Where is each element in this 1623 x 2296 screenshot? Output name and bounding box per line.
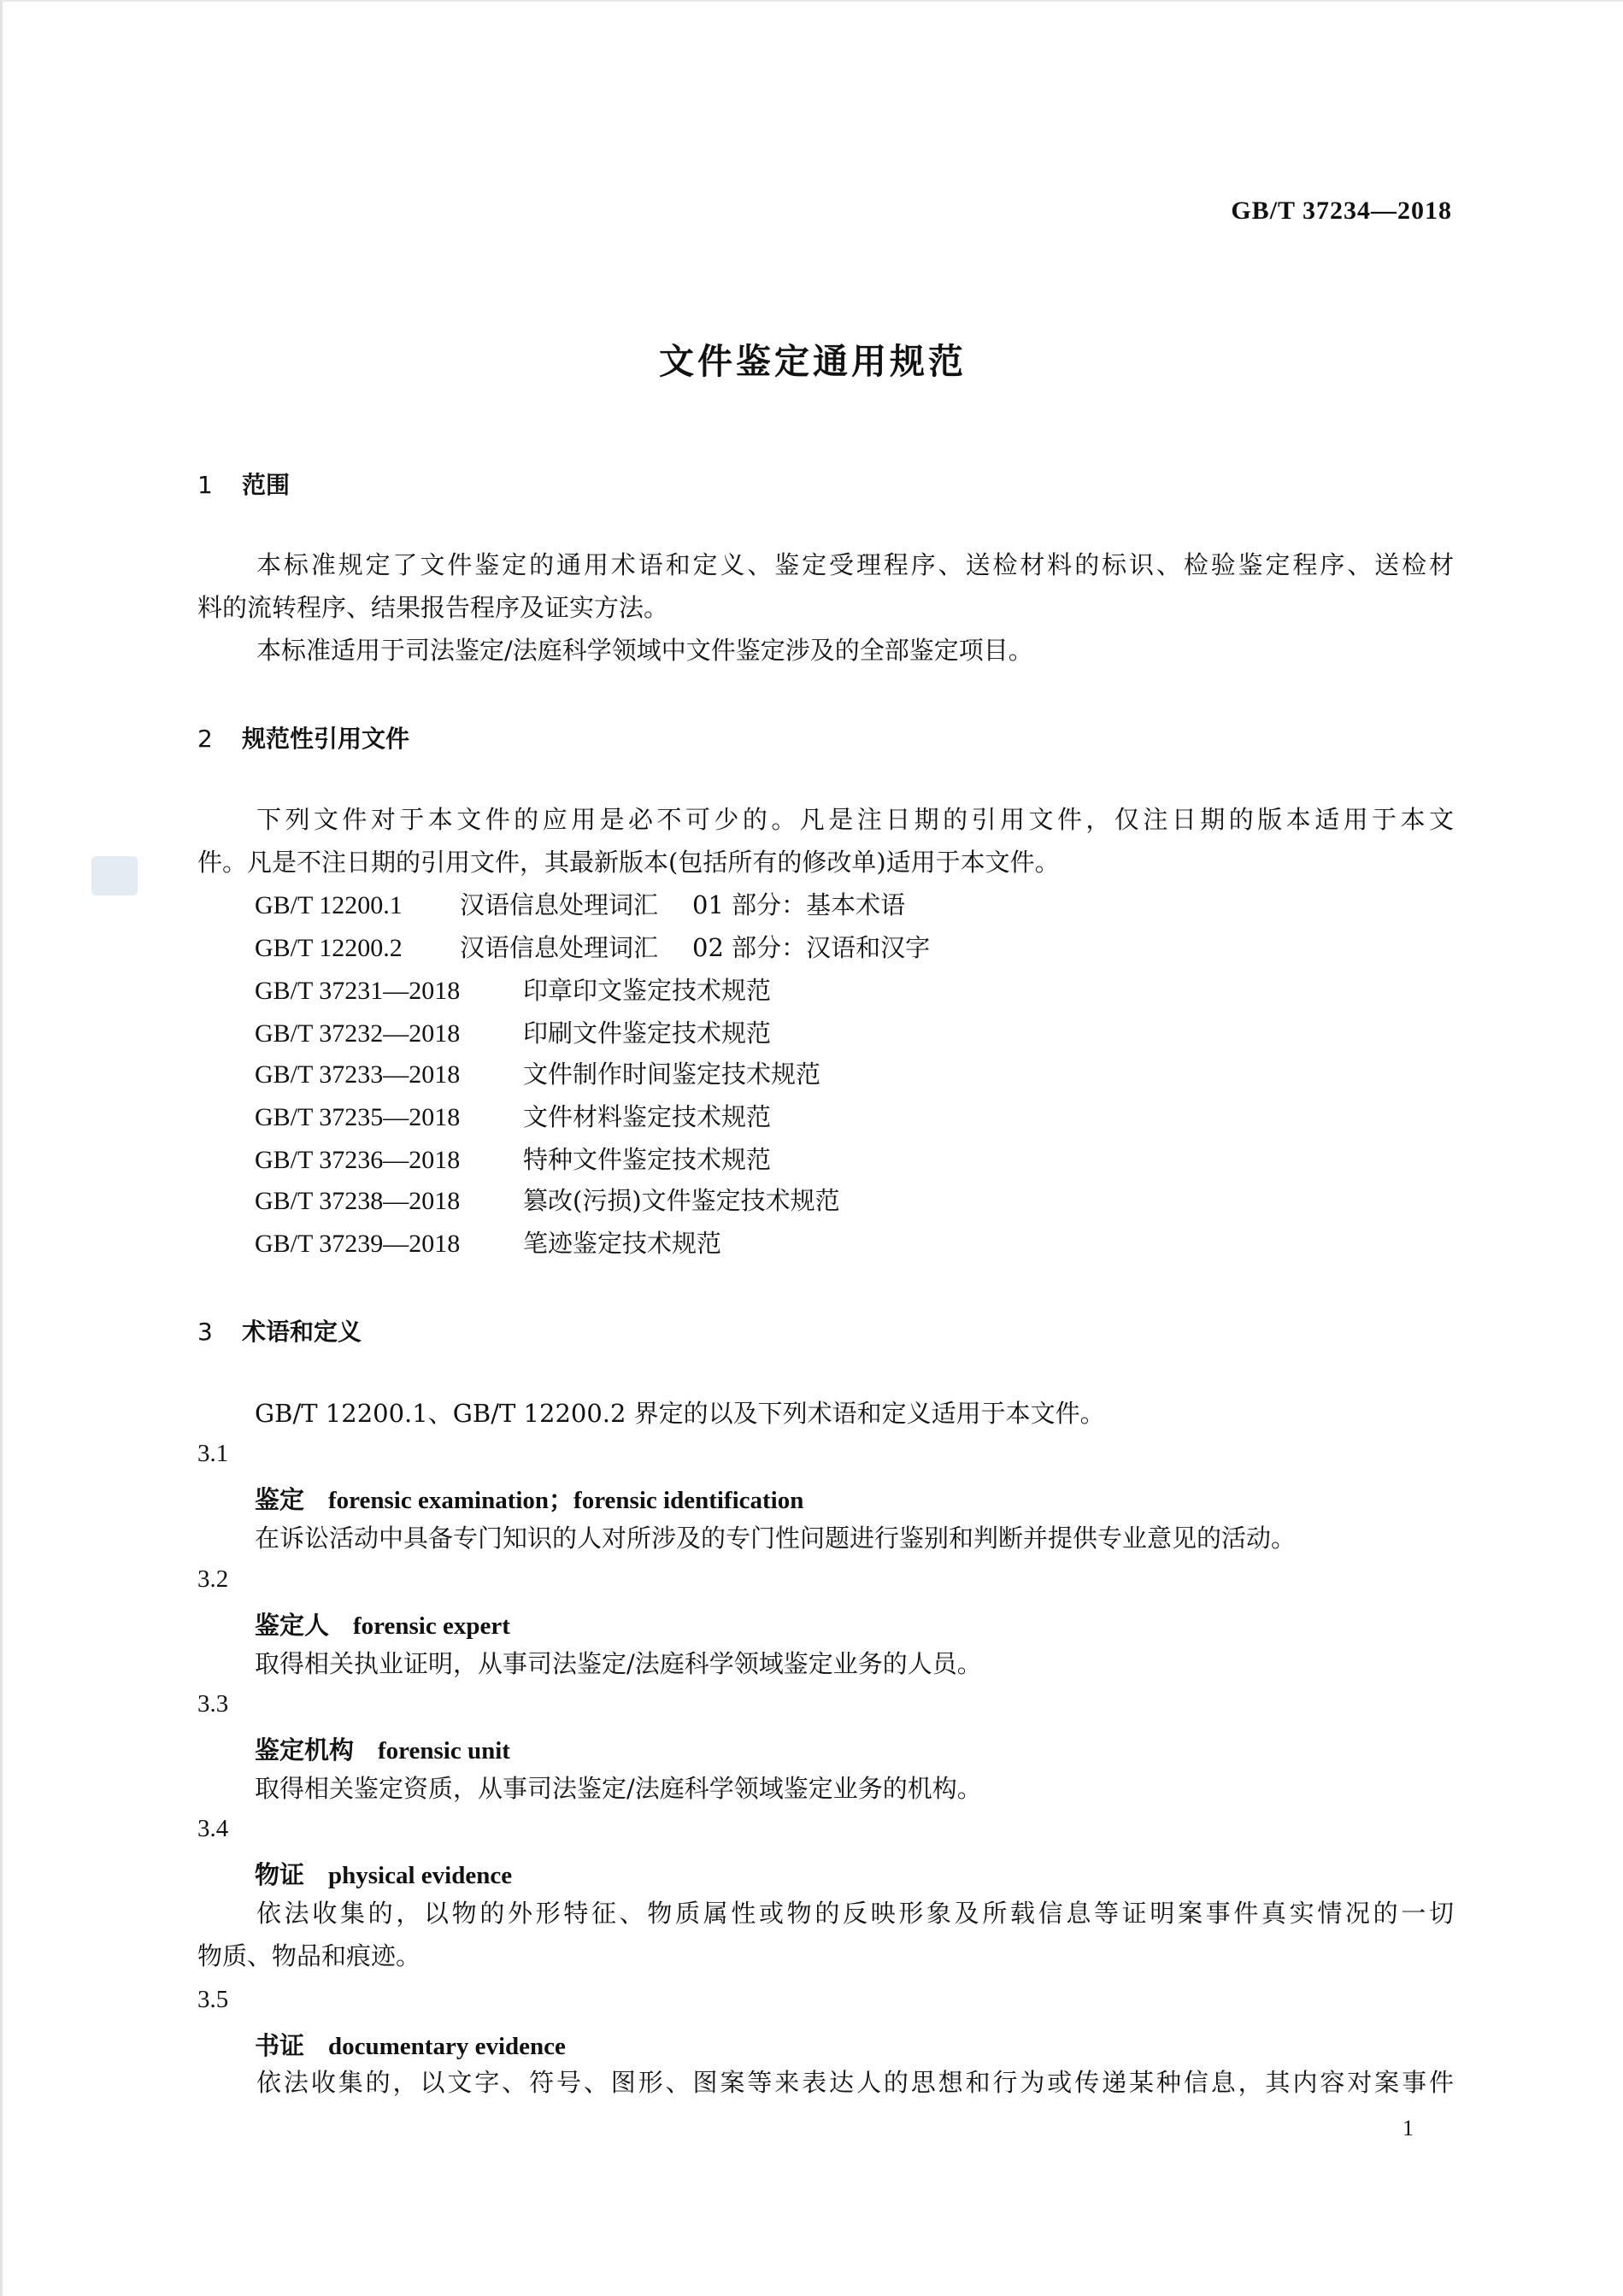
- section-heading-normative-references: [197, 720, 409, 755]
- reference-title: 文件制作时间鉴定技术规范: [523, 1060, 821, 1089]
- term-entry: [255, 1731, 510, 1766]
- normative-intro-line: 下列文件对于本文件的应用是必不可少的。凡是注日期的引用文件，仅注日期的版本适用于本文: [256, 805, 1454, 834]
- term-chinese: 鉴定人: [255, 1611, 330, 1640]
- reference-item: [255, 1012, 771, 1055]
- reference-title: 特种文件鉴定技术规范: [523, 1145, 772, 1174]
- reference-part: 02 部分：汉语和汉字: [692, 933, 931, 962]
- reference-code: GB/T 37232—2018: [255, 1019, 461, 1048]
- scope-paragraph-line: 料的流转程序、结果报告程序及证实方法。: [197, 593, 669, 622]
- section-number: 2: [197, 725, 213, 753]
- reference-code: GB/T 37231—2018: [255, 977, 461, 1005]
- reference-code: GB/T 37236—2018: [255, 1146, 461, 1174]
- reference-code: GB/T 37238—2018: [255, 1187, 461, 1215]
- page-number: 1: [1402, 2116, 1414, 2140]
- reference-title: 汉语信息处理词汇: [460, 890, 659, 919]
- term-chinese: 物证: [255, 1860, 305, 1889]
- reference-code: GB/T 37233—2018: [255, 1060, 461, 1089]
- term-definition: 取得相关鉴定资质，从事司法鉴定/法庭科学领域鉴定业务的机构。: [255, 1774, 982, 1803]
- term-number: 3.2: [197, 1565, 229, 1593]
- term-definition: 取得相关执业证明，从事司法鉴定/法庭科学领域鉴定业务的人员。: [255, 1649, 982, 1678]
- reference-title: 汉语信息处理词汇: [460, 933, 659, 962]
- term-english: documentary evidence: [328, 2033, 566, 2060]
- reference-item: [255, 1053, 820, 1096]
- reference-code: GB/T 12200.2: [255, 934, 403, 962]
- term-definition: 依法收集的，以文字、符号、图形、图案等来表达人的思想和行为或传递某种信息，其内容对案事件: [256, 2068, 1454, 2097]
- terms-intro: GB/T 12200.1、GB/T 12200.2 界定的以及下列术语和定义适用于本文件。: [255, 1399, 1105, 1428]
- reference-code: GB/T 12200.1: [255, 891, 403, 919]
- term-number: 3.4: [197, 1815, 229, 1842]
- reference-title: 印章印文鉴定技术规范: [523, 976, 772, 1005]
- reference-item: [255, 1138, 771, 1182]
- reference-part: 01 部分：基本术语: [692, 890, 906, 919]
- scope-applicability: 本标准适用于司法鉴定/法庭科学领域中文件鉴定涉及的全部鉴定项目。: [256, 636, 1033, 665]
- document-title: 文件鉴定通用规范: [659, 341, 967, 382]
- reference-title: 文件材料鉴定技术规范: [523, 1102, 772, 1131]
- sac-logo-watermark: [91, 856, 138, 895]
- reference-title: 笔迹鉴定技术规范: [523, 1229, 722, 1258]
- term-number: 3.5: [197, 1986, 229, 2013]
- section-title: 范围: [242, 471, 291, 499]
- reference-item: [255, 884, 905, 927]
- term-english: forensic examination；forensic identification: [328, 1487, 804, 1514]
- section-heading-terms: [197, 1313, 362, 1348]
- term-english: forensic expert: [353, 1612, 510, 1640]
- reference-item: [255, 1179, 840, 1223]
- term-entry: [255, 1481, 803, 1516]
- reference-item: [255, 1222, 721, 1265]
- section-title: 术语和定义: [242, 1318, 362, 1346]
- reference-title: 印刷文件鉴定技术规范: [523, 1019, 772, 1048]
- term-entry: [255, 1856, 512, 1891]
- section-title: 规范性引用文件: [242, 725, 410, 753]
- reference-title: 篡改(污损)文件鉴定技术规范: [523, 1186, 840, 1215]
- term-chinese: 书证: [255, 2031, 305, 2060]
- term-definition: 依法收集的，以物的外形特征、物质属性或物的反映形象及所载信息等证明案事件真实情况的一切: [256, 1899, 1454, 1928]
- term-definition: 在诉讼活动中具备专门知识的人对所涉及的专门性问题进行鉴别和判断并提供专业意见的活动。: [255, 1524, 1297, 1553]
- reference-code: GB/T 37235—2018: [255, 1103, 461, 1131]
- term-chinese: 鉴定: [255, 1485, 305, 1514]
- term-english: forensic unit: [378, 1737, 510, 1765]
- reference-item: [255, 969, 771, 1013]
- reference-item: [255, 1095, 771, 1139]
- term-entry: [255, 2027, 566, 2062]
- term-definition: 物质、物品和痕迹。: [197, 1941, 421, 1970]
- normative-intro-line: 件。凡是不注日期的引用文件，其最新版本(包括所有的修改单)适用于本文件。: [197, 848, 1060, 877]
- term-chinese: 鉴定机构: [255, 1735, 355, 1765]
- term-entry: [255, 1606, 510, 1641]
- section-heading-scope: [197, 467, 290, 501]
- section-number: 1: [197, 471, 213, 499]
- standard-code: GB/T 37234—2018: [1231, 197, 1452, 225]
- term-number: 3.1: [197, 1440, 229, 1467]
- section-number: 3: [197, 1318, 213, 1346]
- term-number: 3.3: [197, 1690, 229, 1718]
- reference-item: [255, 926, 930, 970]
- scope-paragraph-line: 本标准规定了文件鉴定的通用术语和定义、鉴定受理程序、送检材料的标识、检验鉴定程序、送检材: [256, 550, 1454, 579]
- reference-code: GB/T 37239—2018: [255, 1230, 461, 1258]
- term-english: physical evidence: [328, 1862, 513, 1889]
